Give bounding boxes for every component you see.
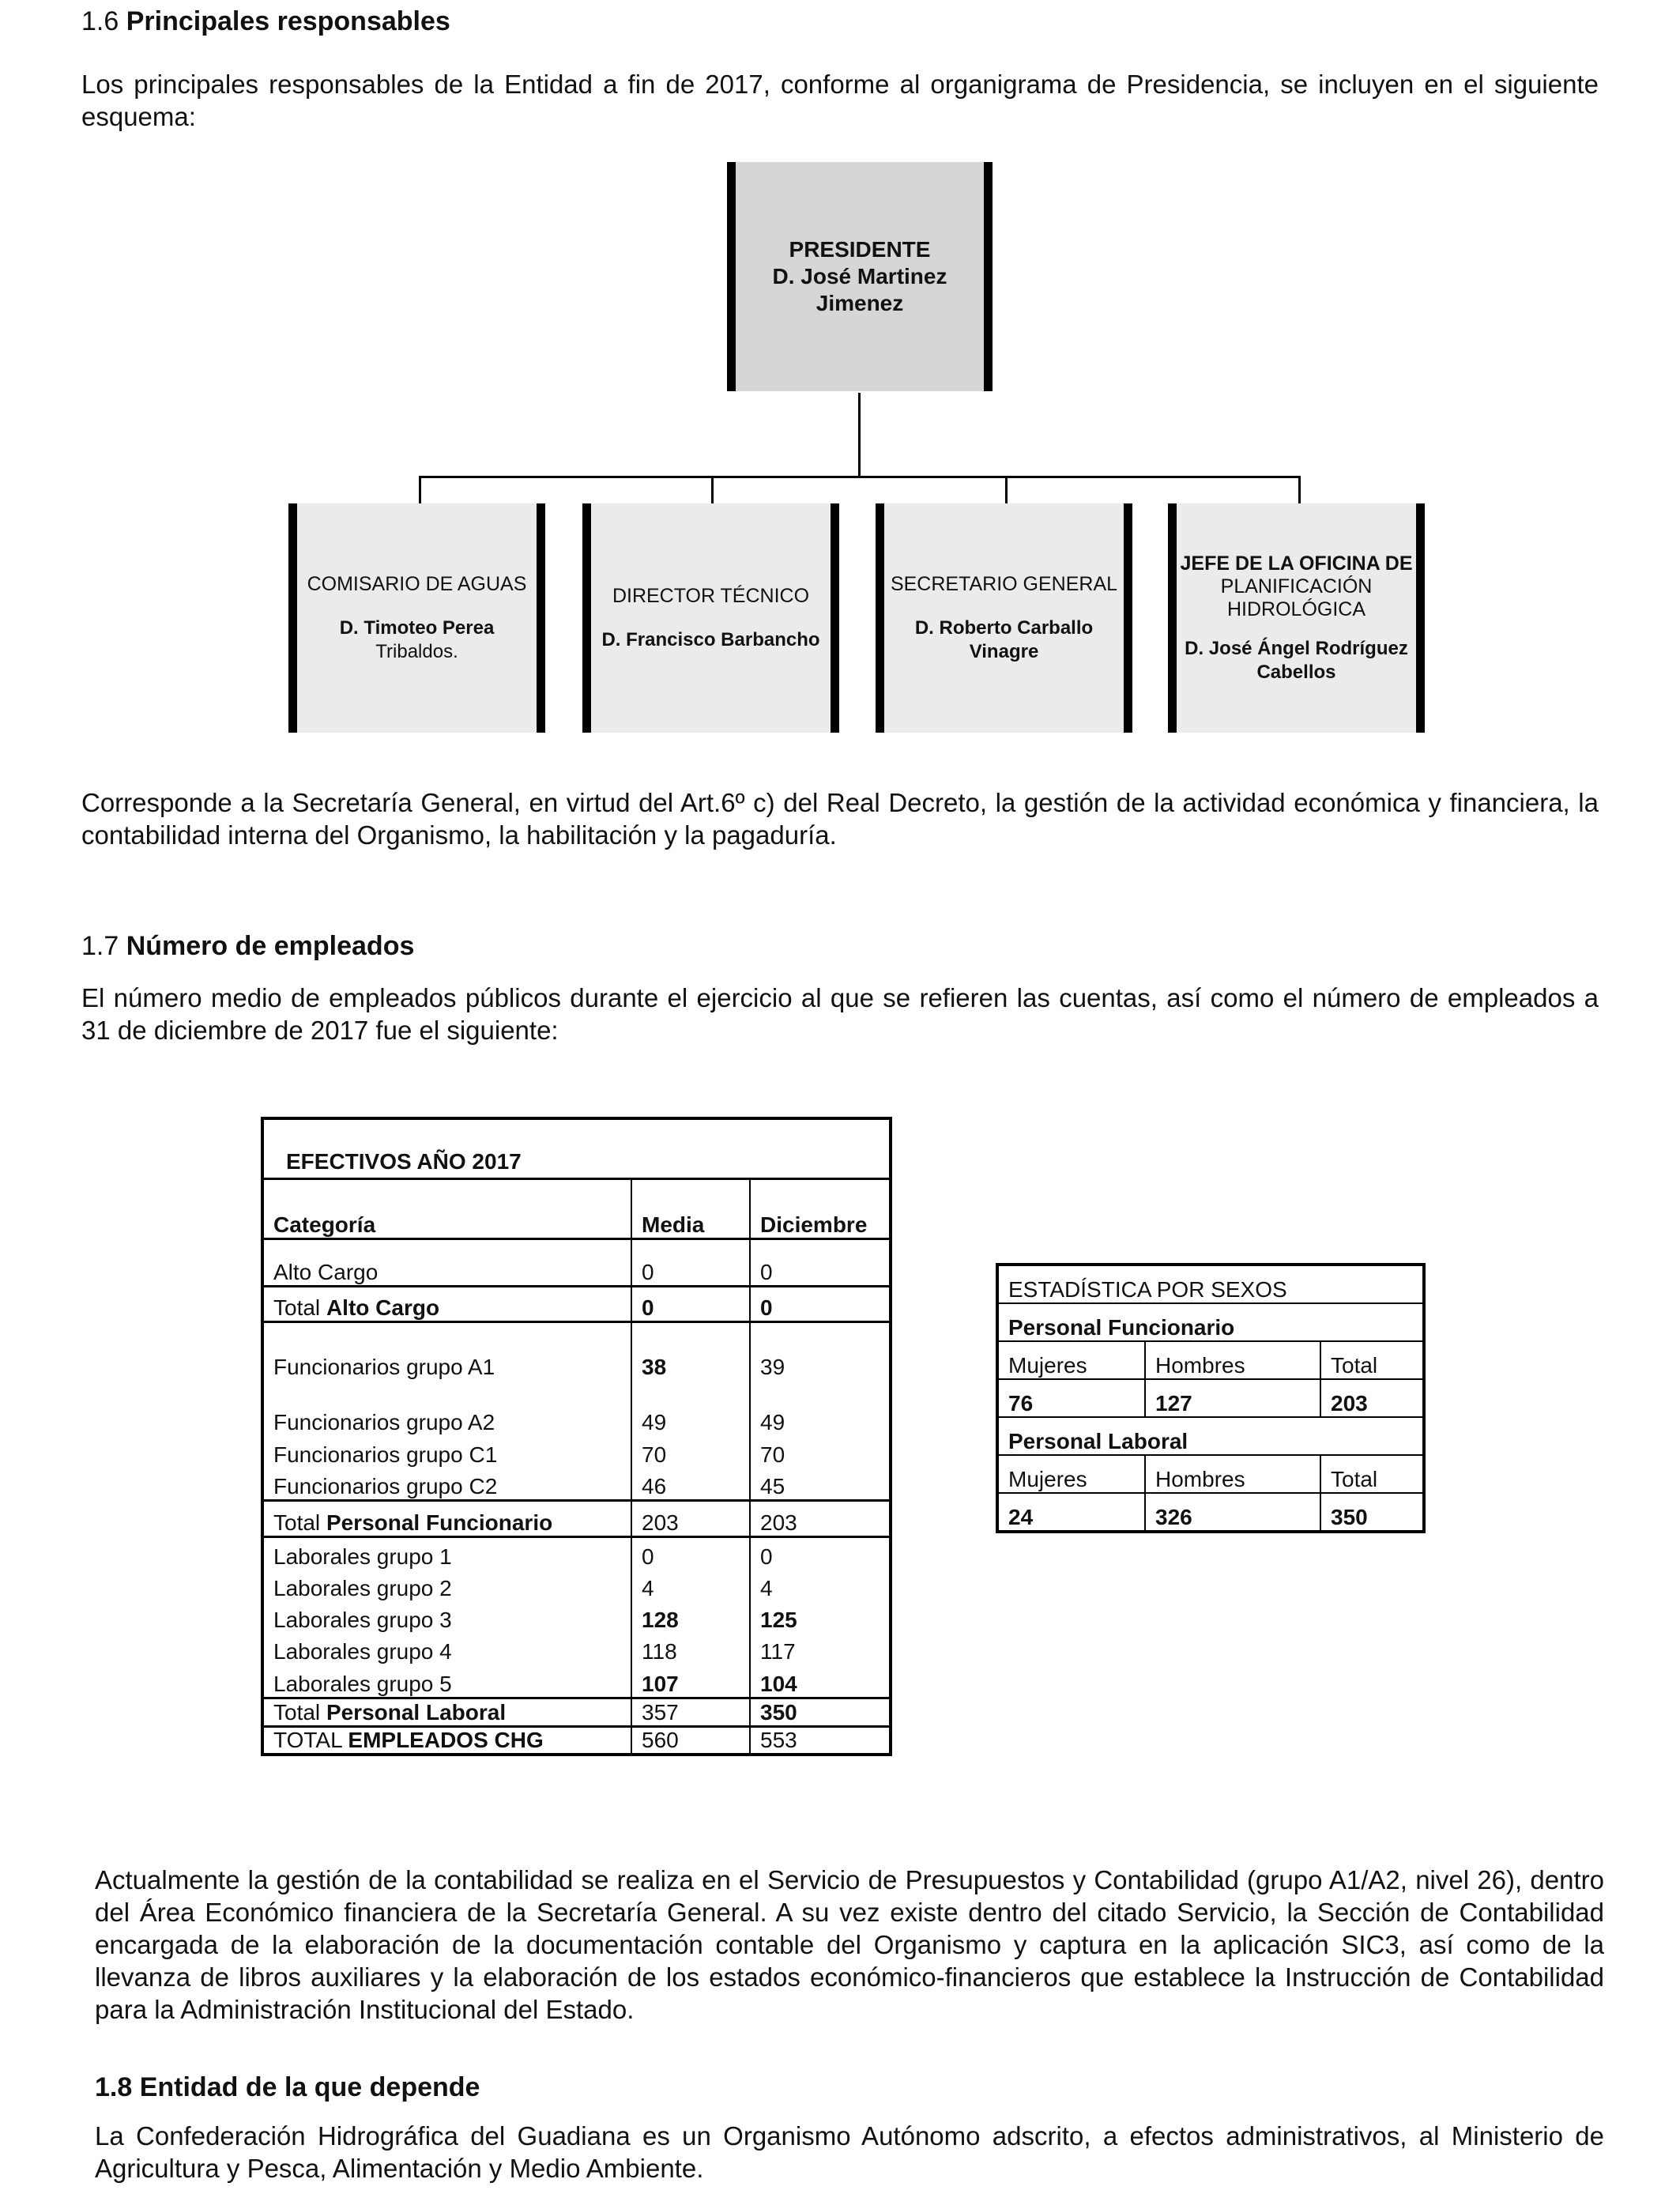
connector-drop-4 — [1298, 476, 1301, 503]
president-role: PRESIDENTE — [789, 237, 931, 262]
cell-media: 0 — [631, 1238, 750, 1286]
cell-media: 128 — [631, 1601, 750, 1633]
table-row — [262, 1238, 891, 1286]
section-1-8-text: La Confederación Hidrográfica del Guadiana es un Organismo Autónomo adscrito, a efectos administrativos, al Ministerio de Agricultura y Pesca, Alimentación y Medio Ambiente. — [95, 2121, 1604, 2183]
sexos-title: ESTADÍSTICA POR SEXOS — [997, 1265, 1424, 1303]
table-header-row — [262, 1178, 891, 1238]
laboral-label-row — [997, 1417, 1424, 1455]
section-title: Número de empleados — [126, 931, 415, 961]
cell-media: 46 — [631, 1468, 750, 1500]
cell-total: 203 — [1320, 1379, 1424, 1417]
table-row — [262, 1468, 891, 1500]
cell-category: Laborales grupo 2 — [262, 1570, 631, 1601]
section-1-8-heading: 1.8 Entidad de la que depende — [95, 2072, 480, 2102]
president-name-line1: D. José Martinez — [772, 264, 947, 288]
total-label: EMPLEADOS CHG — [348, 1728, 544, 1752]
table-row — [262, 1388, 891, 1435]
table-row — [262, 1601, 891, 1633]
org-box-president — [727, 162, 993, 391]
child-name-line2: Vinagre — [969, 640, 1039, 662]
cell-category: Laborales grupo 5 — [262, 1664, 631, 1698]
cell-diciembre: 350 — [750, 1698, 891, 1726]
cell-diciembre: 45 — [760, 1473, 785, 1498]
laboral-values-row — [997, 1493, 1424, 1532]
connector-drop-3 — [1005, 476, 1008, 503]
cell-media: 4 — [631, 1570, 750, 1601]
cell-diciembre: 39 — [760, 1355, 785, 1379]
table-row — [262, 1633, 891, 1664]
cell-media: 70 — [631, 1435, 750, 1468]
cell-media: 107 — [631, 1664, 750, 1698]
table-row — [262, 1435, 891, 1468]
header-total: Total — [1320, 1455, 1424, 1493]
cell-hombres: 326 — [1145, 1493, 1320, 1532]
child-name-line1: D. Timoteo Perea — [339, 616, 495, 639]
cell-diciembre: 125 — [760, 1608, 797, 1632]
contabilidad-paragraph: Actualmente la gestión de la contabilidad se realiza en el Servicio de Presupuestos y Contabilidad (grupo A1/A2, nivel 26), dentro del Área Económico financiera de la Secretaría General. A su vez existe dentro del citado Servicio, la Sección de Contabilidad encargada de la elaboración de la documentación contable del Organismo y captura en la aplicación SIC3, así como de la llevanza de libros auxiliares y la elaboración de los estados económico-financieros que establece la Instrucción de Contabilidad para la Administración Institucional del Estado. — [95, 1865, 1604, 2024]
child-name — [601, 628, 819, 652]
section-1-7-heading — [81, 931, 414, 962]
cell-category: Laborales grupo 4 — [262, 1633, 631, 1664]
child-name-line2: Cabellos — [1256, 661, 1336, 683]
sexos-table — [996, 1263, 1426, 1533]
table-title: EFECTIVOS AÑO 2017 — [262, 1118, 891, 1178]
cell-category: Funcionarios grupo A1 — [262, 1321, 631, 1388]
cell-category: Funcionarios grupo A2 — [262, 1388, 631, 1435]
table-row — [262, 1321, 891, 1388]
laboral-header-row — [997, 1455, 1424, 1493]
total-label: Personal Laboral — [326, 1699, 507, 1725]
child-name — [915, 616, 1093, 664]
table-title-row — [262, 1118, 891, 1178]
cell-category: Laborales grupo 1 — [262, 1536, 631, 1570]
total-label: Alto Cargo — [326, 1295, 440, 1320]
cell-mujeres: 24 — [997, 1493, 1145, 1532]
cell-category — [262, 1500, 631, 1536]
cell-category: Funcionarios grupo C1 — [262, 1435, 631, 1468]
cell-diciembre: 70 — [760, 1442, 785, 1467]
org-box-jefe-planificacion — [1168, 503, 1425, 733]
child-role: DIRECTOR TÉCNICO — [612, 584, 810, 607]
cell-media: 38 — [631, 1321, 750, 1388]
header-media: Media — [631, 1178, 750, 1238]
sexos-title-row — [997, 1265, 1424, 1303]
cell-hombres: 127 — [1145, 1379, 1320, 1417]
header-mujeres: Mujeres — [997, 1341, 1145, 1379]
cell-diciembre: 4 — [760, 1576, 773, 1600]
child-name-line1: D. José Ángel Rodríguez — [1185, 637, 1408, 659]
cell-category — [262, 1726, 631, 1755]
section-1-6-intro: Los principales responsables de la Entidad a fin de 2017, conforme al organigrama de Presidencia, se incluyen en el siguiente esquema: — [81, 70, 1599, 131]
table-row-total — [262, 1500, 891, 1536]
org-box-comisario — [288, 503, 545, 733]
cell-media: 560 — [631, 1726, 750, 1755]
funcionario-label-row — [997, 1303, 1424, 1341]
cell-media: 0 — [631, 1286, 750, 1321]
table-row-grand-total — [262, 1726, 891, 1755]
org-box-director-tecnico — [582, 503, 839, 733]
child-role: SECRETARIO GENERAL — [890, 572, 1118, 595]
table-row-total — [262, 1698, 891, 1726]
table-row — [262, 1570, 891, 1601]
cell-total: 350 — [1320, 1493, 1424, 1532]
section-number: 1.6 — [81, 6, 119, 36]
cell-diciembre: 0 — [750, 1286, 891, 1321]
header-total: Total — [1320, 1341, 1424, 1379]
cell-media: 49 — [631, 1388, 750, 1435]
cell-category: Alto Cargo — [262, 1238, 631, 1286]
child-name-line2: Tribaldos. — [375, 640, 458, 662]
cell-diciembre: 553 — [760, 1728, 797, 1752]
cell-diciembre: 0 — [760, 1259, 773, 1284]
efectivos-table — [261, 1117, 892, 1756]
funcionario-label: Personal Funcionario — [997, 1303, 1424, 1341]
section-1-6-heading — [81, 6, 450, 37]
connector-drop-1 — [419, 476, 421, 503]
laboral-label: Personal Laboral — [997, 1417, 1424, 1455]
cell-media: 203 — [631, 1500, 750, 1536]
total-label: Personal Funcionario — [326, 1510, 553, 1535]
cell-diciembre: 49 — [760, 1410, 785, 1434]
child-role-line3: HIDROLÓGICA — [1226, 598, 1366, 620]
section-title: Principales responsables — [126, 6, 450, 36]
table-row-total — [262, 1286, 891, 1321]
total-prefix: TOTAL — [273, 1728, 348, 1752]
child-role-line2: PLANIFICACIÓN — [1220, 575, 1373, 598]
cell-category — [262, 1698, 631, 1726]
connector-horizontal — [419, 476, 1301, 478]
table-row — [262, 1664, 891, 1698]
org-box-secretario-general — [876, 503, 1132, 733]
secretaria-paragraph: Corresponde a la Secretaría General, en virtud del Art.6º c) del Real Decreto, la gestión de la actividad económica y financiera, la contabilidad interna del Organismo, la habilitación y la pagaduría. — [81, 788, 1599, 850]
header-diciembre: Diciembre — [750, 1178, 891, 1238]
child-name — [340, 616, 495, 664]
cell-diciembre: 117 — [760, 1639, 796, 1664]
section-1-7-intro: El número medio de empleados públicos durante el ejercicio al que se refieren las cuentas, así como el número de empleados a 31 de diciembre de 2017 fue el siguiente: — [81, 983, 1599, 1045]
connector-vertical-main — [858, 393, 861, 477]
cell-diciembre: 0 — [760, 1544, 773, 1569]
funcionario-header-row — [997, 1341, 1424, 1379]
cell-category: Laborales grupo 3 — [262, 1601, 631, 1633]
child-role-line1: JEFE DE LA OFICINA DE — [1180, 552, 1413, 575]
cell-category: Funcionarios grupo C2 — [262, 1468, 631, 1500]
cell-diciembre: 104 — [760, 1671, 797, 1696]
child-name — [1185, 637, 1408, 684]
connector-drop-2 — [711, 476, 714, 503]
total-prefix: Total — [273, 1295, 326, 1320]
total-prefix: Total — [273, 1699, 326, 1725]
cell-category — [262, 1286, 631, 1321]
table-row — [262, 1536, 891, 1570]
cell-mujeres: 76 — [997, 1379, 1145, 1417]
cell-media: 118 — [631, 1633, 750, 1664]
total-prefix: Total — [273, 1510, 326, 1535]
child-name-line1: D. Roberto Carballo — [914, 616, 1094, 639]
president-name-line2: Jimenez — [816, 291, 904, 315]
section-number: 1.7 — [81, 931, 119, 961]
cell-diciembre: 203 — [750, 1500, 891, 1536]
header-categoria: Categoría — [262, 1178, 631, 1238]
header-hombres: Hombres — [1145, 1341, 1320, 1379]
header-mujeres: Mujeres — [997, 1455, 1145, 1493]
cell-media: 0 — [631, 1536, 750, 1570]
cell-media: 357 — [631, 1698, 750, 1726]
child-role: COMISARIO DE AGUAS — [307, 572, 527, 595]
child-name-line1: D. Francisco Barbancho — [601, 628, 820, 650]
header-hombres: Hombres — [1145, 1455, 1320, 1493]
funcionario-values-row — [997, 1379, 1424, 1417]
